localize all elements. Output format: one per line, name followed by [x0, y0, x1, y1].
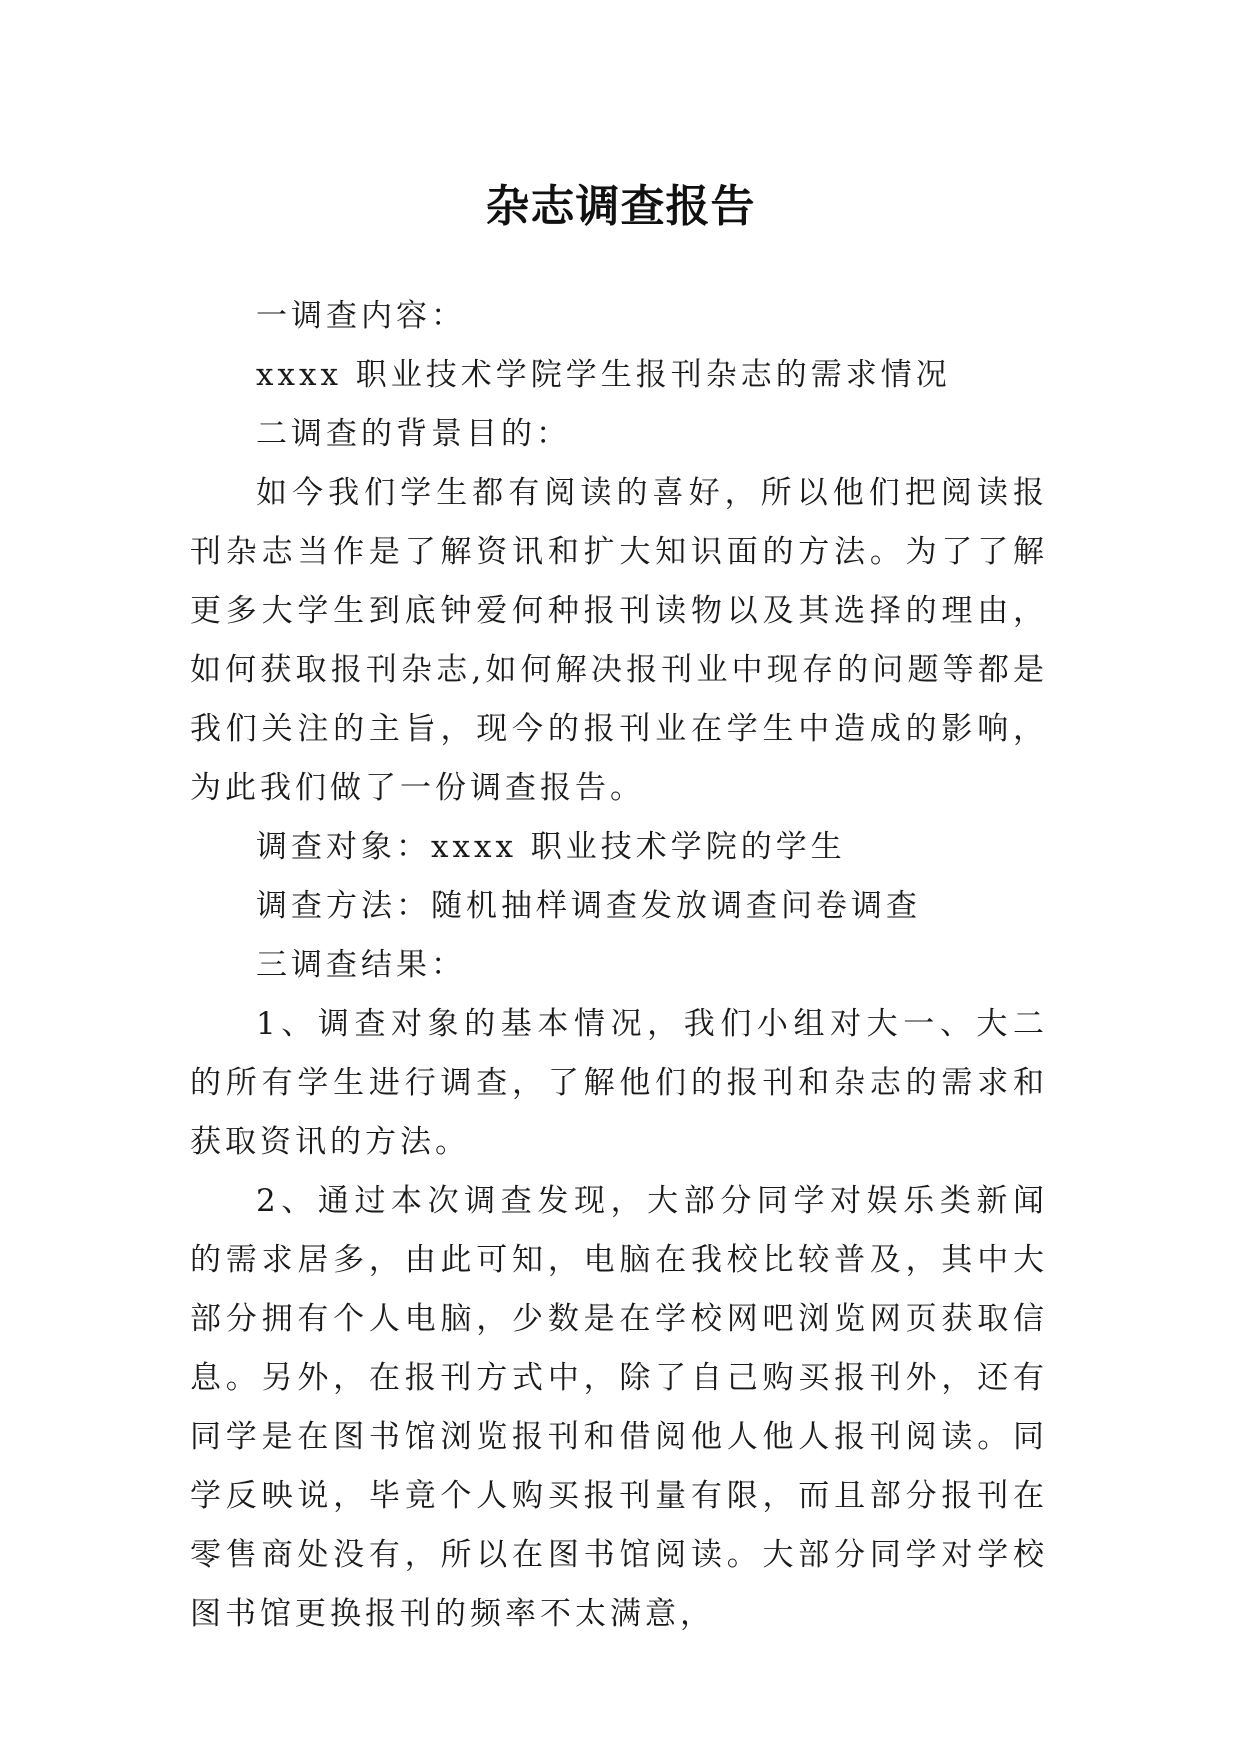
result-paragraph-2: 2、通过本次调查发现，大部分同学对娱乐类新闻的需求居多，由此可知，电脑在我校比较普及，其中大部分拥有个人电脑，少数是在学校网吧浏览网页获取信息。另外，在报刊方式中，除了自己购买报刊外，还有同学是在图书馆浏览报刊和借阅他人他人报刊阅读。同学反映说，毕竟个人购买报刊量有限，而且部分报刊在零售商处没有，所以在图书馆阅读。大部分同学对学校图书馆更换报刊的频率不太满意， — [190, 1183, 1048, 1632]
document-body — [190, 287, 1048, 1644]
background-paragraph: 如今我们学生都有阅读的喜好，所以他们把阅读报刊杂志当作是了解资讯和扩大知识面的方法。为了了解更多大学生到底钟爱何种报刊读物以及其选择的理由，如何获取报刊杂志,如何解决报刊业中现存的问题等都是我们关注的主旨，现今的报刊业在学生中造成的影响，为此我们做了一份调查报告。 — [190, 475, 1048, 806]
heading-background-purpose: 二调查的背景目的： — [256, 416, 571, 452]
survey-content-text: xxxx 职业技术学院学生报刊杂志的需求情况 — [256, 357, 951, 393]
heading-survey-content: 一调查内容： — [256, 298, 466, 334]
heading-survey-results: 三调查结果： — [256, 947, 466, 983]
result-paragraph-1: 1、调查对象的基本情况，我们小组对大一、大二的所有学生进行调查，了解他们的报刊和杂志的需求和获取资讯的方法。 — [190, 1006, 1048, 1160]
survey-subjects: 调查对象：xxxx 职业技术学院的学生 — [256, 829, 846, 865]
survey-method: 调查方法：随机抽样调查发放调查问卷调查 — [256, 888, 921, 924]
document-title: 杂志调查报告 — [485, 181, 756, 233]
